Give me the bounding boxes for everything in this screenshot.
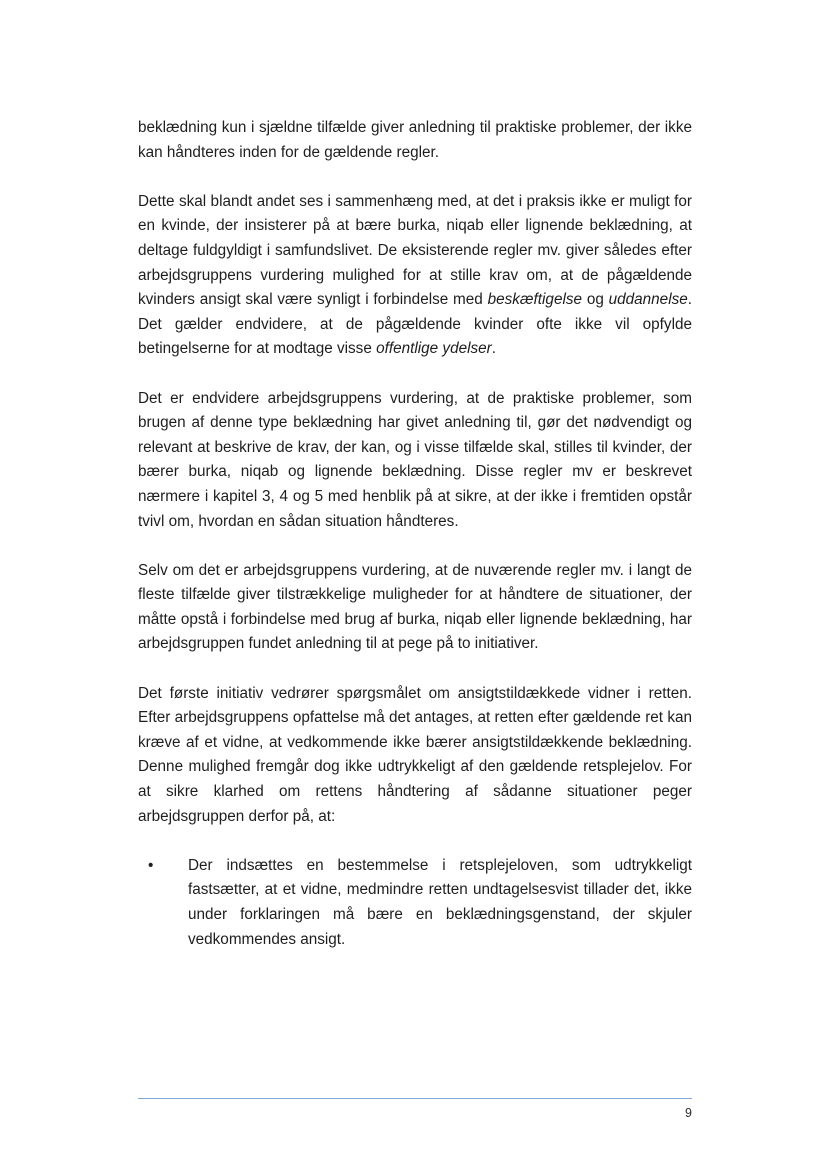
paragraph-2 xyxy=(138,190,692,362)
paragraph-4: Selv om det er arbejdsgruppens vurdering, at de nuværende regler mv. i langt de fleste tilfælde giver tilstrækkelige muligheder for at håndtere de situationer, der måtte opstå i forbindelse med brug af burka, niqab eller lignende beklædning, har arbejdsgruppen fundet anledning til at pege på to initiativer. xyxy=(138,561,692,653)
footer-divider xyxy=(138,1098,692,1099)
paragraph-2-text-mid1: og xyxy=(582,291,609,309)
paragraph-1: beklædning kun i sjældne tilfælde giver anledning til praktiske problemer, der ikke kan håndteres inden for de gældende regler. xyxy=(138,119,692,161)
bullet-list xyxy=(138,854,692,952)
list-item xyxy=(138,854,692,952)
page-number: 9 xyxy=(685,1106,692,1120)
paragraph-2-text-before: Dette skal blandt andet ses i sammenhæng med, at det i praksis ikke er muligt for en kvinde, der insisterer på at bære burka, niqab eller lignende beklædning, at deltage fuldgyldigt i samfundslivet. De eksisterende regler mv. giver således efter arbejdsgruppens vurdering mulighed for at stille krav om, at de pågældende kvinders ansigt skal være synligt i forbindelse med xyxy=(138,192,692,309)
bullet-marker: • xyxy=(148,856,154,874)
paragraph-2-text-mid2: . Det gælder endvidere, at de pågældende kvinder ofte ikke vil opfylde betingelserne for at modtage visse xyxy=(138,291,692,358)
paragraph-5: Det første initiativ vedrører spørgsmålet om ansigtstildækkede vidner i retten. Efter arbejdsgruppens opfattelse må det antages, at retten efter gældende ret kan kræve af et vidne, at vedkommende ikke bærer ansigtstildækkende beklædning. Denne mulighed fremgår dog ikke udtrykkeligt af den gældende retsplejelov. For at sikre klarhed om rettens håndtering af sådanne situationer peger arbejdsgruppen derfor på, at: xyxy=(138,684,692,825)
emphasis-uddannelse: uddannelse xyxy=(608,291,688,309)
document-body xyxy=(138,116,692,952)
paragraph-2-text-after: . xyxy=(491,340,496,358)
bullet-text: Der indsættes en bestemmelse i retsplejeloven, som udtrykkeligt fastsætter, at et vidne, medmindre retten undtagelsesvist tillader det, ikke under forklaringen må bære en beklædningsgenstand, der skjuler vedkommendes ansigt. xyxy=(188,856,692,948)
paragraph-3: Det er endvidere arbejdsgruppens vurdering, at de praktiske problemer, som brugen af denne type beklædning har givet anledning til, gør det nødvendigt og relevant at beskrive de krav, der kan, og i visse tilfælde skal, stilles til kvinder, der bærer burka, niqab og lignende beklædning. Disse regler mv er beskrevet nærmere i kapitel 3, 4 og 5 med henblik på at sikre, at der ikke i fremtiden opstår tvivl om, hvordan en sådan situation håndteres. xyxy=(138,389,692,530)
emphasis-offentlige-ydelser: offentlige ydelser xyxy=(376,340,492,358)
emphasis-beskaeftigelse: beskæftigelse xyxy=(487,291,583,309)
